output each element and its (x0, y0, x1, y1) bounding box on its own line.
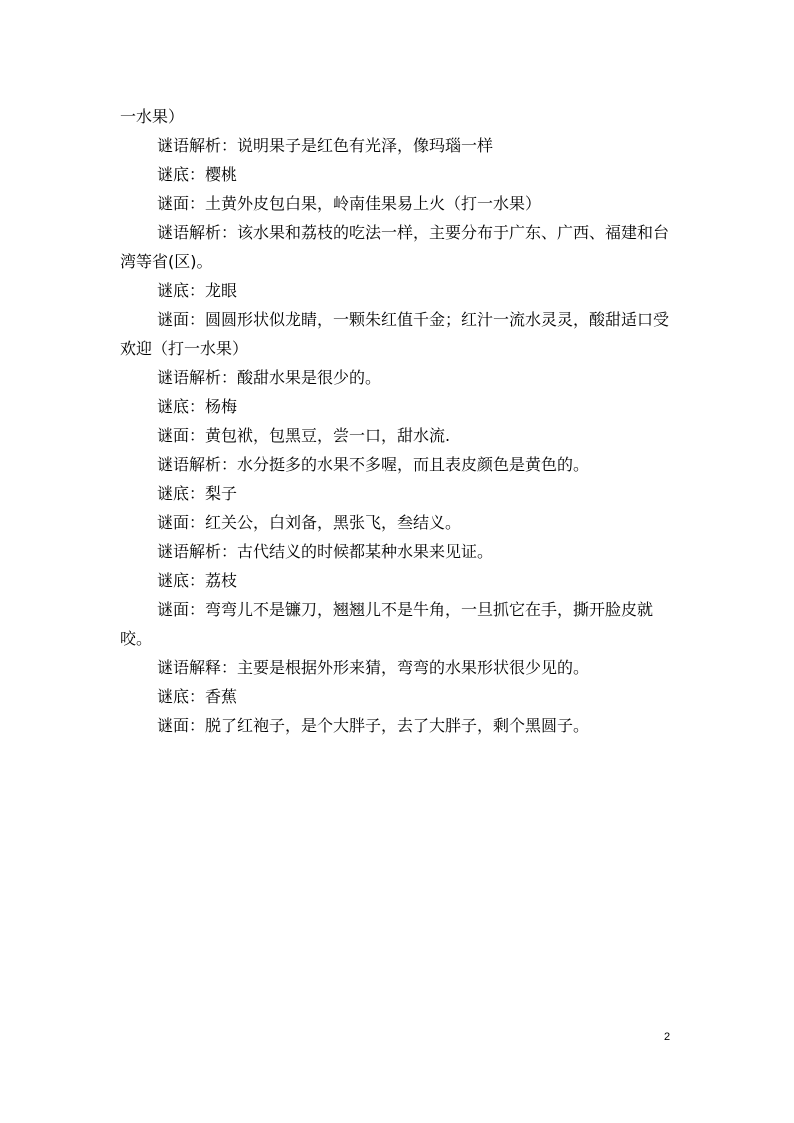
paragraph: 谜语解析：水分挺多的水果不多喔，而且表皮颜色是黄色的。 (157, 455, 590, 474)
paragraph: 谜语解析：该水果和荔枝的吃法一样，主要分布于广东、广西、福建和台湾等省(区)。 (120, 223, 670, 271)
paragraph: 谜底：龙眼 (157, 281, 238, 300)
paragraph: 谜面：土黄外皮包白果，岭南佳果易上火（打一水果） (157, 194, 542, 213)
paragraph: 谜底：樱桃 (157, 165, 238, 184)
paragraph: 谜面：圆圆形状似龙睛，一颗朱红值千金；红汁一流水灵灵，酸甜适口受欢迎（打一水果） (120, 310, 670, 358)
paragraph: 谜底：荔枝 (157, 571, 238, 590)
page-number: 2 (664, 1031, 671, 1043)
paragraph: 谜面：弯弯儿不是镰刀，翘翘儿不是牛角，一旦抓它在手，撕开脸皮就咬。 (120, 600, 654, 648)
paragraph: 谜面：脱了红袍子，是个大胖子，去了大胖子，剩个黑圆子。 (157, 716, 590, 735)
paragraph: 谜底：香蕉 (157, 687, 238, 706)
paragraph: 谜面：黄包袱，包黑豆，尝一口，甜水流. (157, 426, 451, 445)
paragraph: 谜语解析：古代结义的时候都某种水果来见证。 (157, 542, 494, 561)
paragraph: 谜面：红关公，白刘备，黑张飞，叁结义。 (157, 513, 462, 532)
paragraph: 谜底：梨子 (157, 484, 238, 503)
document-body (120, 102, 680, 740)
paragraph: 一水果） (120, 107, 185, 126)
paragraph: 谜底：杨梅 (157, 397, 238, 416)
paragraph: 谜语解析：说明果子是红色有光泽，像玛瑙一样 (157, 136, 494, 155)
paragraph: 谜语解析：酸甜水果是很少的。 (157, 368, 382, 387)
paragraph: 谜语解释：主要是根据外形来猜，弯弯的水果形状很少见的。 (157, 658, 590, 677)
